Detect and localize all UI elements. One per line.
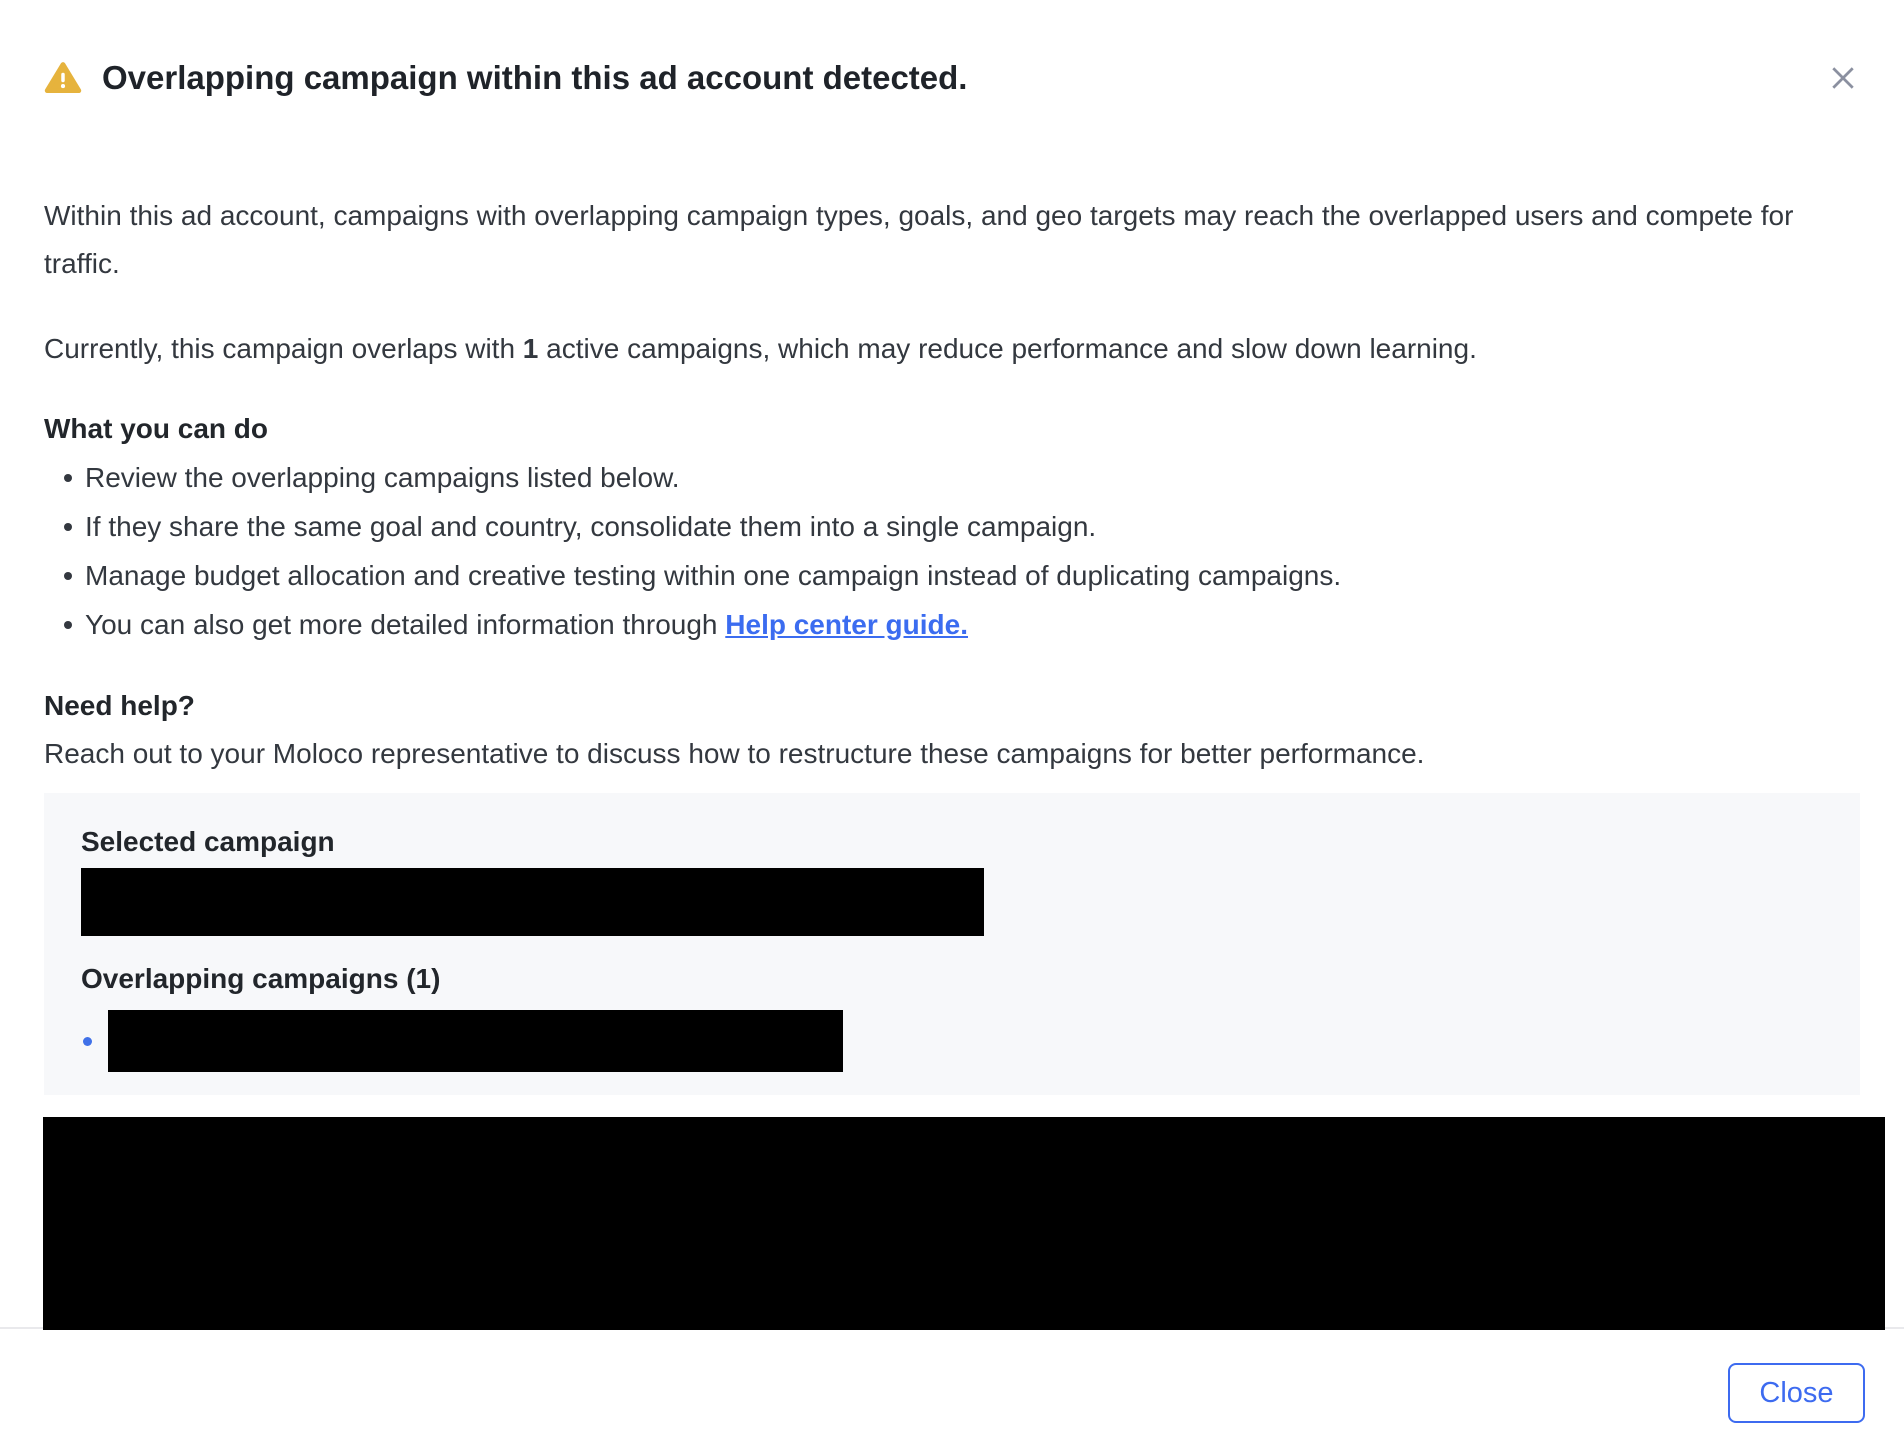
warning-icon bbox=[44, 61, 82, 95]
overlap-count-paragraph bbox=[44, 325, 1860, 373]
overlap-count-suffix: active campaigns, which may reduce performance and slow down learning. bbox=[538, 333, 1477, 364]
list-item bbox=[44, 502, 1860, 551]
what-you-can-do-heading: What you can do bbox=[44, 413, 268, 444]
bullet-dot bbox=[64, 572, 72, 580]
list-item bbox=[44, 453, 1860, 502]
dialog-title: Overlapping campaign within this ad account detected. bbox=[102, 59, 968, 96]
redacted-overlapping-campaign bbox=[108, 1010, 843, 1072]
list-item-text: Manage budget allocation and creative testing within one campaign instead of duplicating campaigns. bbox=[85, 560, 1342, 591]
need-help-heading: Need help? bbox=[44, 690, 195, 721]
intro-paragraph: Within this ad account, campaigns with overlapping campaign types, goals, and geo targets may reach the overlapped users and compete for traffic. bbox=[44, 200, 1794, 279]
help-link-prefix: You can also get more detailed information through bbox=[85, 609, 726, 640]
dialog-header bbox=[0, 0, 1904, 98]
close-footer-button[interactable]: Close bbox=[1728, 1363, 1865, 1423]
bullet-dot bbox=[64, 474, 72, 482]
list-item-text bbox=[85, 600, 968, 649]
help-center-link[interactable]: Help center guide. bbox=[725, 609, 968, 640]
overlap-count-value: 1 bbox=[522, 333, 539, 364]
redacted-selected-campaign bbox=[81, 868, 984, 936]
campaigns-panel bbox=[44, 793, 1860, 1095]
overlapping-campaigns-heading: Overlapping campaigns (1) bbox=[81, 963, 441, 994]
bullet-dot bbox=[64, 621, 72, 629]
what-you-can-do-list bbox=[44, 453, 1860, 649]
close-icon bbox=[1828, 81, 1858, 96]
list-item bbox=[44, 551, 1860, 600]
overlap-bullet-dot bbox=[83, 1037, 92, 1046]
bullet-dot bbox=[64, 523, 72, 531]
overlap-count-prefix: Currently, this campaign overlaps with bbox=[44, 333, 523, 364]
list-item-text: Review the overlapping campaigns listed below. bbox=[85, 462, 680, 493]
dialog-footer bbox=[0, 1330, 1904, 1452]
overlapping-campaign-row bbox=[81, 1010, 1860, 1072]
need-help-text: Reach out to your Moloco representative to discuss how to restructure these campaigns for better performance. bbox=[44, 738, 1425, 769]
redacted-content-block bbox=[43, 1117, 1885, 1330]
list-item bbox=[44, 600, 1860, 649]
list-item-text: If they share the same goal and country, consolidate them into a single campaign. bbox=[85, 511, 1097, 542]
selected-campaign-heading: Selected campaign bbox=[81, 826, 335, 857]
close-button[interactable] bbox=[1824, 59, 1862, 97]
dialog-body bbox=[0, 98, 1904, 1330]
